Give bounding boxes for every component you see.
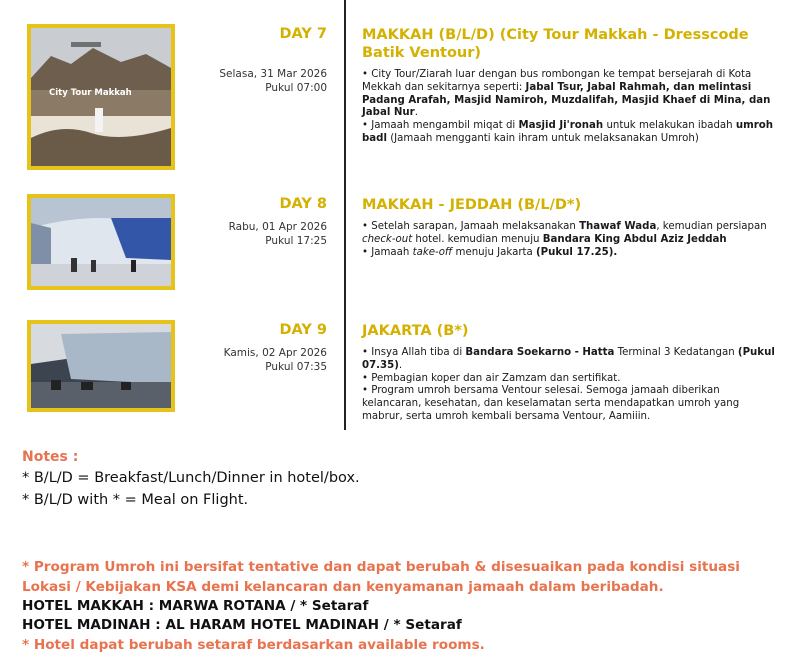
day7-bullet-2: • Jamaah mengambil miqat di Masjid Ji'ronah untuk melakukan ibadah umroh badl (Jamaah mengganti kain ihram untuk melaksanakan Umroh) xyxy=(362,120,774,144)
day9-date: Kamis, 02 Apr 2026 xyxy=(223,347,327,359)
day9-bullet-1: • Insya Allah tiba di Bandara Soekarno - Hatta Terminal 3 Kedatangan (Pukul 07.35). xyxy=(362,347,775,371)
day9-photo xyxy=(27,320,175,412)
note-line-2: * B/L/D with * = Meal on Flight. xyxy=(22,492,249,508)
day9-description xyxy=(362,347,782,424)
day9-time: Pukul 07:35 xyxy=(265,361,327,373)
day8-time: Pukul 17:25 xyxy=(265,235,327,247)
day7-description xyxy=(362,69,782,146)
day8-bullet-1: • Setelah sarapan, Jamaah melaksanakan Thawaf Wada, kemudian persiapan check-out hotel. kemudian menuju Bandara King Abdul Aziz Jeddah xyxy=(362,221,767,245)
hotel-note: * Hotel dapat berubah setaraf berdasarkan available rooms. xyxy=(22,637,485,653)
day8-description xyxy=(362,221,782,259)
timeline-divider xyxy=(344,0,346,430)
airport-soekarno-hatta-image xyxy=(31,324,171,408)
hotel-madinah: HOTEL MADINAH : AL HARAM HOTEL MADINAH / * Setaraf xyxy=(22,617,462,633)
day8-title: MAKKAH - JEDDAH (B/L/D*) xyxy=(362,197,582,213)
day7-date: Selasa, 31 Mar 2026 xyxy=(219,68,327,80)
day7-photo xyxy=(27,24,175,170)
day7-title: MAKKAH (B/L/D) (City Tour Makkah - Dresscode Batik Ventour) xyxy=(362,27,749,61)
airport-jeddah-image xyxy=(31,198,171,286)
day8-photo xyxy=(27,194,175,290)
day9-bullet-2: • Pembagian koper dan air Zamzam dan sertifikat. xyxy=(362,372,621,384)
day8-date: Rabu, 01 Apr 2026 xyxy=(228,221,327,233)
day8-bullet-2: • Jamaah take-off menuju Jakarta (Pukul 17.25). xyxy=(362,246,618,258)
note-line-1: * B/L/D = Breakfast/Lunch/Dinner in hotel/box. xyxy=(22,470,360,486)
hotel-makkah: HOTEL MAKKAH : MARWA ROTANA / * Setaraf xyxy=(22,598,369,614)
day7-label: DAY 7 xyxy=(279,26,327,42)
day7-time: Pukul 07:00 xyxy=(265,82,327,94)
day9-bullet-3: • Program umroh bersama Ventour selesai. Semoga jamaah diberikan kelancaran, kesehatan, dan keselamatan serta mendapatkan umroh yang mabrur, serta umroh kembali bersama Ventour, Aamiiin. xyxy=(362,385,740,422)
day9-label: DAY 9 xyxy=(279,322,327,338)
disclaimer-text: * Program Umroh ini bersifat tentative dan dapat berubah & disesuaikan pada kondisi situasi Lokasi / Kebijakan KSA demi kelancaran dan kenyamanan jamaah dalam beribadah. xyxy=(22,559,740,595)
day9-title: JAKARTA (B*) xyxy=(362,323,469,339)
notes-heading: Notes : xyxy=(22,449,79,465)
day8-label: DAY 8 xyxy=(279,196,327,212)
photo-caption: City Tour Makkah xyxy=(49,88,132,98)
day7-bullet-1: • City Tour/Ziarah luar dengan bus rombongan ke tempat bersejarah di Kota Mekkah dan sekitarnya seperti: Jabal Tsur, Jabal Rahmah, dan melintasi Padang Arafah, Masjid Namiroh, Muzdalifah, Masjid Khaef di Mina, dan Jabal Nur. xyxy=(362,69,771,119)
